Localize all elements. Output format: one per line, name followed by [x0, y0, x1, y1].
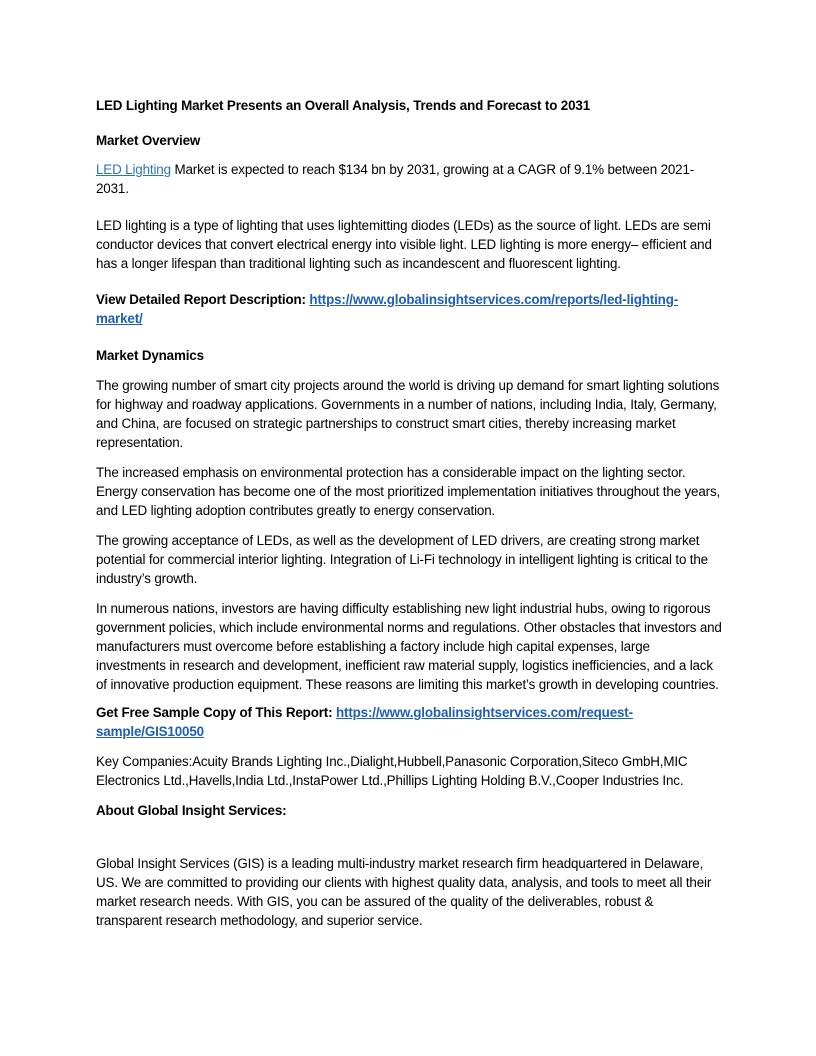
- sample-copy-link[interactable]: https://www.globalinsightservices.com/request-sample/GIS10050: [96, 705, 633, 739]
- market-overview-lead: [96, 160, 722, 198]
- market-dynamics-paragraph: In numerous nations, investors are having difficulty establishing new light industrial hubs, owing to rigorous government policies, which include environmental norms and regulations. Other obstacles that investors and manufacturers must overcome before establishing a factory include high capital expenses, large investments in research and development, inefficient raw material supply, logistics inefficiencies, and a lack of innovative production equipment. These reasons are limiting this market’s growth in developing countries.: [96, 601, 722, 692]
- market-overview-heading: Market Overview: [96, 133, 201, 148]
- report-description-link[interactable]: https://www.globalinsightservices.com/reports/led-lighting-market/: [96, 292, 679, 326]
- report-description-label: View Detailed Report Description:: [96, 292, 310, 307]
- market-dynamics-heading: Market Dynamics: [96, 348, 204, 363]
- market-overview-lead-text: Market is expected to reach $134 bn by 2031, growing at a CAGR of 9.1% between 2021-2031.: [96, 162, 695, 196]
- led-lighting-link[interactable]: LED Lighting: [96, 162, 171, 177]
- about-text: Global Insight Services (GIS) is a leading multi-industry market research firm headquartered in Delaware, US. We are committed to providing our clients with highest quality data, analysis, and tools to meet all their market research needs. With GIS, you can be assured of the quality of the deliverables, robust & transparent research methodology, and superior service.: [96, 856, 712, 928]
- sample-copy-line: [96, 703, 722, 741]
- about-heading: About Global Insight Services:: [96, 803, 287, 818]
- key-companies: Key Companies:Acuity Brands Lighting Inc.,Dialight,Hubbell,Panasonic Corporation,Siteco GmbH,MIC Electronics Ltd.,Havells,India Ltd.,InstaPower Ltd.,Phillips Lighting Holding B.V.,Cooper Industries Inc.: [96, 754, 688, 788]
- document-title: LED Lighting Market Presents an Overall Analysis, Trends and Forecast to 2031: [96, 98, 590, 113]
- market-overview-description: LED lighting is a type of lighting that uses lightemitting diodes (LEDs) as the source of light. LEDs are semi conductor devices that convert electrical energy into visible light. LED lighting is more energy– efficient and has a longer lifespan than traditional lighting such as incandescent and fluorescent lighting.: [96, 218, 712, 271]
- market-dynamics-paragraph: The increased emphasis on environmental protection has a considerable impact on the lighting sector. Energy conservation has become one of the most prioritized implementation initiatives throughout the years, and LED lighting adoption contributes greatly to energy conservation.: [96, 465, 721, 518]
- market-dynamics-paragraph: The growing number of smart city projects around the world is driving up demand for smart lighting solutions for highway and roadway applications. Governments in a number of nations, including India, Italy, Germany, and China, are focused on strategic partnerships to construct smart cities, thereby increasing market representation.: [96, 378, 720, 450]
- document-page: [96, 96, 722, 930]
- sample-copy-label: Get Free Sample Copy of This Report:: [96, 705, 336, 720]
- report-description-line: [96, 290, 722, 328]
- market-dynamics-paragraph: The growing acceptance of LEDs, as well as the development of LED drivers, are creating strong market potential for commercial interior lighting. Integration of Li-Fi technology in intelligent lighting is critical to the industry’s growth.: [96, 533, 708, 586]
